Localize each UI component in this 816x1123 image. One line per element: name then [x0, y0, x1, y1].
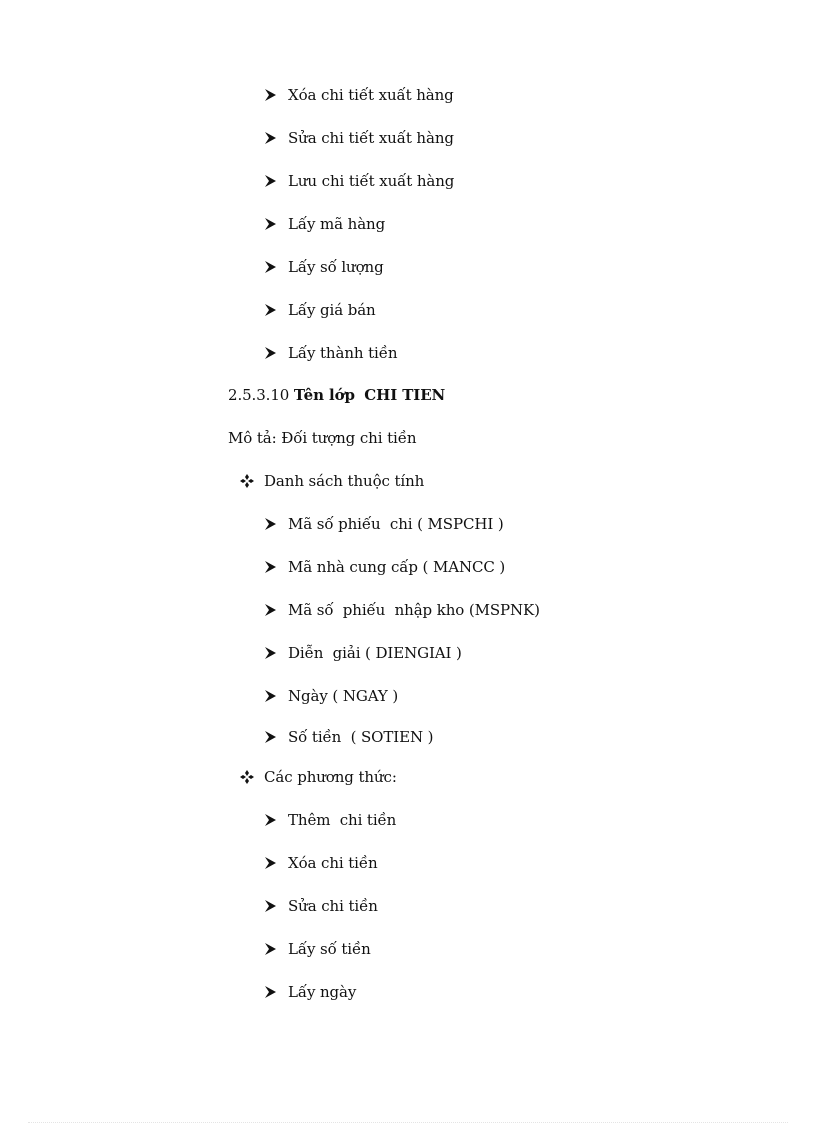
attribute-item [264, 514, 504, 534]
arrow-bullet-icon [264, 560, 277, 574]
list-item-text: Lấy giá bán [288, 301, 376, 319]
method-text: Sửa chi tiền [288, 897, 378, 915]
attribute-item [264, 600, 540, 620]
arrow-bullet-icon [264, 174, 277, 188]
list-item [264, 171, 454, 191]
arrow-bullet-icon [264, 346, 277, 360]
attribute-text: Ngày ( NGAY ) [288, 687, 399, 705]
list-item [264, 300, 376, 320]
attribute-item [264, 686, 398, 706]
attribute-text: Diễn giải ( DIENGIAI ) [288, 644, 462, 662]
list-item [264, 214, 385, 234]
arrow-bullet-icon [264, 813, 277, 827]
arrow-bullet-icon [264, 646, 277, 660]
list-item [264, 257, 384, 277]
arrow-bullet-icon [264, 603, 277, 617]
method-text: Thêm chi tiền [288, 811, 397, 829]
attribute-text: Mã nhà cung cấp ( MANCC ) [288, 558, 506, 576]
list-item [264, 343, 397, 363]
arrow-bullet-icon [264, 131, 277, 145]
list-item [264, 85, 454, 105]
method-item [264, 896, 378, 916]
methods-heading-text: Các phương thức: [264, 768, 397, 786]
list-item-text: Xóa chi tiết xuất hàng [288, 86, 454, 104]
list-item [264, 128, 454, 148]
section-heading [228, 385, 445, 405]
methods-heading [240, 767, 397, 787]
attribute-item [264, 727, 433, 747]
class-description: Mô tả: Đối tượng chi tiền [228, 429, 417, 447]
method-item [264, 939, 371, 959]
method-item [264, 982, 356, 1002]
attribute-item [264, 643, 462, 663]
list-item-text: Lấy mã hàng [288, 215, 386, 233]
list-item-text: Lấy số lượng [288, 258, 384, 276]
method-item [264, 853, 378, 873]
attributes-heading-text: Danh sách thuộc tính [264, 472, 425, 490]
method-text: Lấy số tiền [288, 940, 371, 958]
arrow-bullet-icon [264, 856, 277, 870]
arrow-bullet-icon [264, 985, 277, 999]
arrow-bullet-icon [264, 730, 277, 744]
arrow-bullet-icon [264, 942, 277, 956]
list-item-text: Sửa chi tiết xuất hàng [288, 129, 454, 147]
list-item-text: Lấy thành tiền [288, 344, 398, 362]
arrow-bullet-icon [264, 517, 277, 531]
attribute-item [264, 557, 505, 577]
arrow-bullet-icon [264, 217, 277, 231]
method-item [264, 810, 396, 830]
arrow-bullet-icon [264, 88, 277, 102]
list-item-text: Lưu chi tiết xuất hàng [288, 172, 455, 190]
attribute-text: Mã số phiếu nhập kho (MSPNK) [288, 601, 540, 619]
section-label: Tên lớp [293, 386, 355, 404]
method-text: Lấy ngày [288, 983, 357, 1001]
class-name: CHI TIEN [364, 386, 446, 404]
four-diamond-bullet-icon [240, 770, 254, 784]
four-diamond-bullet-icon [240, 474, 254, 488]
arrow-bullet-icon [264, 303, 277, 317]
arrow-bullet-icon [264, 260, 277, 274]
attribute-text: Mã số phiếu chi ( MSPCHI ) [288, 515, 504, 533]
method-text: Xóa chi tiền [288, 854, 378, 872]
arrow-bullet-icon [264, 689, 277, 703]
attributes-heading [240, 471, 424, 491]
attribute-text: Số tiền ( SOTIEN ) [288, 728, 434, 746]
arrow-bullet-icon [264, 899, 277, 913]
section-number: 2.5.3.10 [228, 386, 290, 404]
